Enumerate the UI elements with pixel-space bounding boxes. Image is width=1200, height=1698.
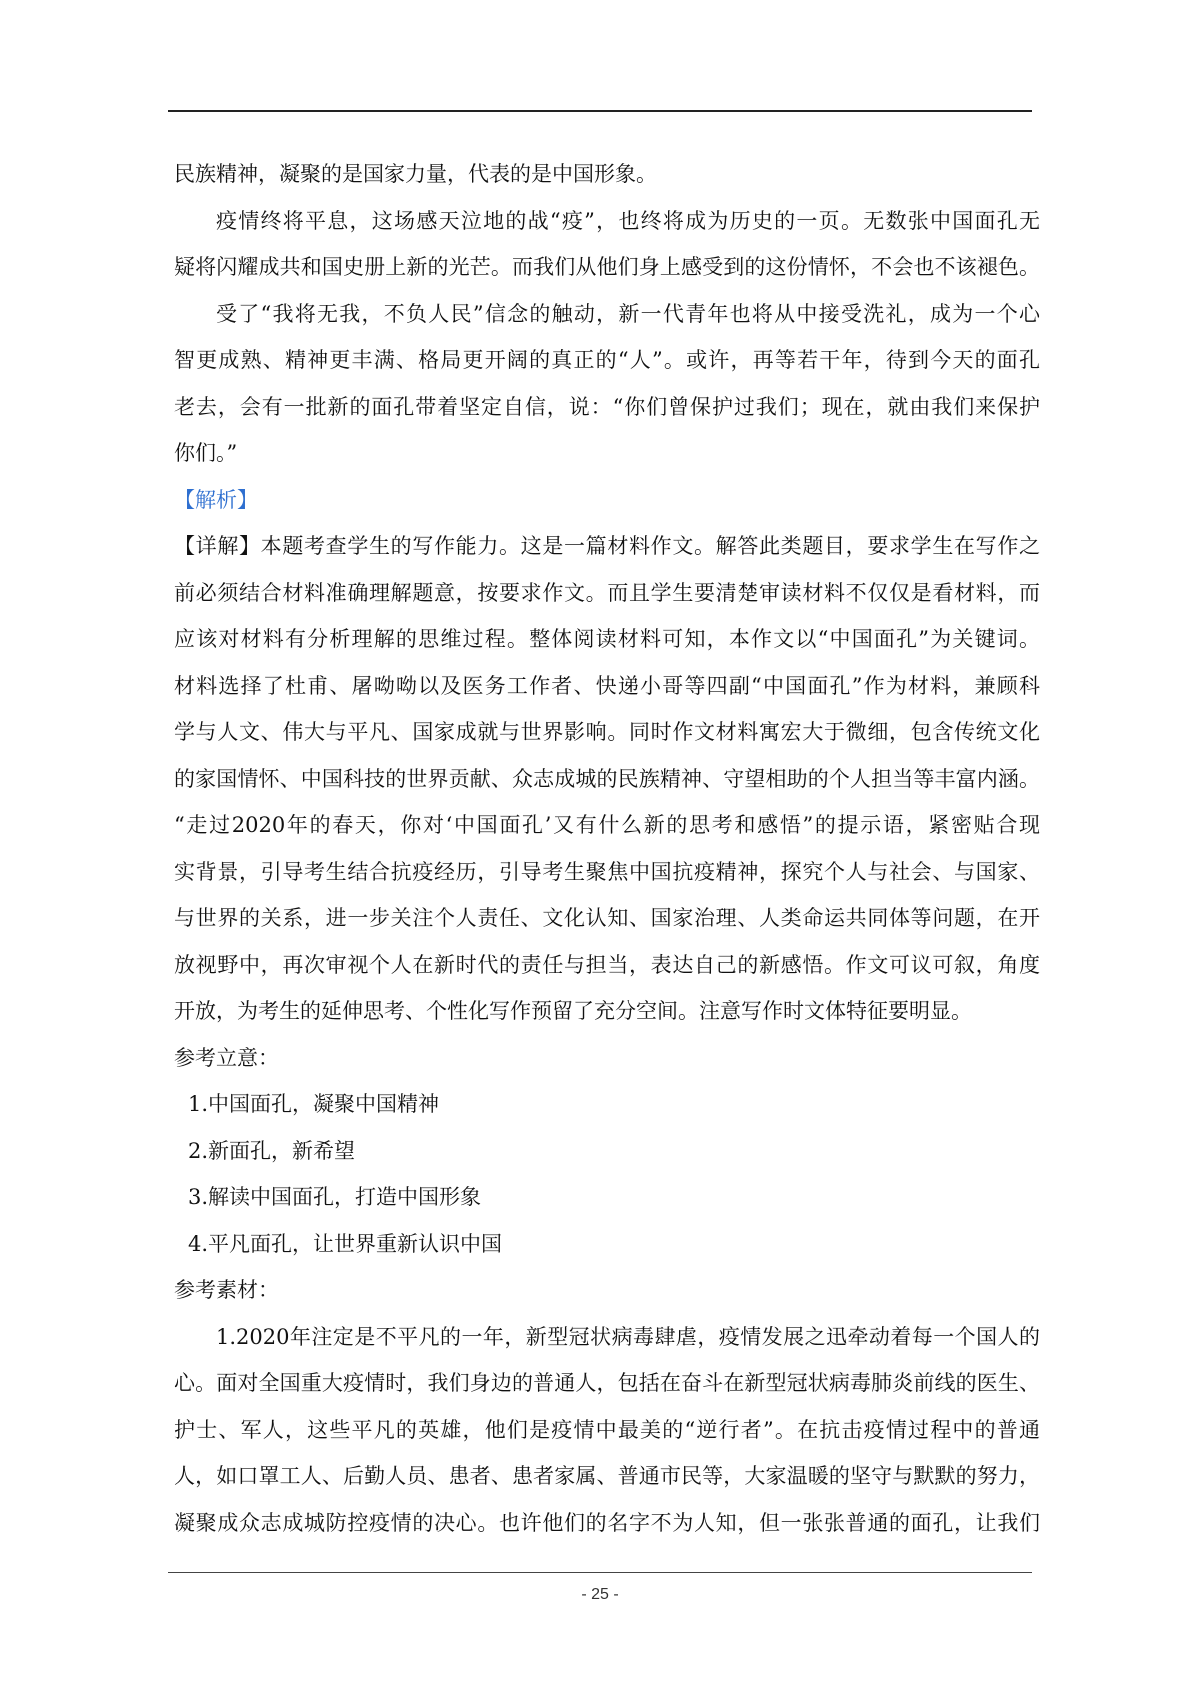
paragraph-line: 学与人文、伟大与平凡、国家成就与世界影响。同时作文材料寓宏大于微细，包含传统文化 (174, 720, 1040, 744)
paragraph-line: 1.2020年注定是不平凡的一年，新型冠状病毒肆虐，疫情发展之迅牵动着每一个国人的 (216, 1324, 1040, 1349)
paragraph-line: “走过2020年的春天，你对‘中国面孔’又有什么新的思考和感悟”的提示语，紧密贴合现 (174, 813, 1040, 837)
paragraph-line: 【详解】本题考查学生的写作能力。这是一篇材料作文。解答此类题目，要求学生在写作之 (174, 534, 1040, 558)
section-label: 参考立意： (174, 1045, 279, 1070)
paragraph-line: 凝聚成众志成城防控疫情的决心。也许他们的名字不为人知，但一张张普通的面孔，让我们 (174, 1510, 1040, 1535)
paragraph-line: 你们。” (174, 441, 238, 465)
paragraph-line: 实背景，引导考生结合抗疫经历，引导考生聚焦中国抗疫精神，探究个人与社会、与国家、 (174, 859, 1040, 884)
paragraph-line: 受了“我将无我，不负人民”信念的触动，新一代青年也将从中接受洗礼，成为一个心 (216, 301, 1040, 326)
list-item: 2.新面孔，新希望 (188, 1138, 356, 1163)
list-item: 1.中国面孔，凝聚中国精神 (188, 1092, 440, 1116)
section-label: 参考素材： (174, 1278, 279, 1302)
paragraph-line: 开放，为考生的延伸思考、个性化写作预留了充分空间。注意写作时文体特征要明显。 (174, 999, 972, 1023)
paragraph-line: 应该对材料有分析理解的思维过程。整体阅读材料可知，本作文以“中国面孔”为关键词。 (174, 627, 1040, 651)
paragraph-line: 心。面对全国重大疫情时，我们身边的普通人，包括在奋斗在新型冠状病毒肺炎前线的医生、 (174, 1371, 1040, 1395)
paragraph-line: 的家国情怀、中国科技的世界贡献、众志成城的民族精神、守望相助的个人担当等丰富内涵。 (174, 766, 1040, 791)
paragraph-line: 民族精神，凝聚的是国家力量，代表的是中国形象。 (174, 162, 657, 186)
paragraph-line: 疑将闪耀成共和国史册上新的光芒。而我们从他们身上感受到的这份情怀，不会也不该褪色。 (174, 255, 1040, 279)
paragraph-line: 前必须结合材料准确理解题意，按要求作文。而且学生要清楚审读材料不仅仅是看材料，而 (174, 580, 1040, 605)
paragraph-line: 放视野中，再次审视个人在新时代的责任与担当，表达自己的新感悟。作文可议可叙，角度 (174, 952, 1040, 977)
paragraph-line: 护士、军人，这些平凡的英雄，他们是疫情中最美的“逆行者”。在抗击疫情过程中的普通 (174, 1417, 1040, 1442)
header-rule (168, 110, 1032, 112)
page-number: - 25 - (581, 1586, 619, 1603)
body-text (174, 151, 1040, 1546)
list-item: 4.平凡面孔，让世界重新认识中国 (188, 1231, 503, 1256)
paragraph-line: 疫情终将平息，这场感天泣地的战“疫”，也终将成为历史的一页。无数张中国面孔无 (216, 208, 1040, 233)
analysis-label: 【解析】 (174, 487, 258, 512)
paragraph-line: 老去，会有一批新的面孔带着坚定自信，说：“你们曾保护过我们；现在，就由我们来保护 (174, 394, 1040, 419)
paragraph-line: 与世界的关系，进一步关注个人责任、文化认知、国家治理、人类命运共同体等问题，在开 (174, 906, 1040, 930)
paragraph-line: 人，如口罩工人、后勤人员、患者、患者家属、普通市民等，大家温暖的坚守与默默的努力， (174, 1464, 1040, 1488)
list-item: 3.解读中国面孔，打造中国形象 (188, 1185, 482, 1209)
footer-rule (168, 1572, 1032, 1573)
paragraph-line: 材料选择了杜甫、屠呦呦以及医务工作者、快递小哥等四副“中国面孔”作为材料，兼顾科 (174, 673, 1040, 698)
paragraph-line: 智更成熟、精神更丰满、格局更开阔的真正的“人”。或许，再等若干年，待到今天的面孔 (174, 348, 1040, 372)
